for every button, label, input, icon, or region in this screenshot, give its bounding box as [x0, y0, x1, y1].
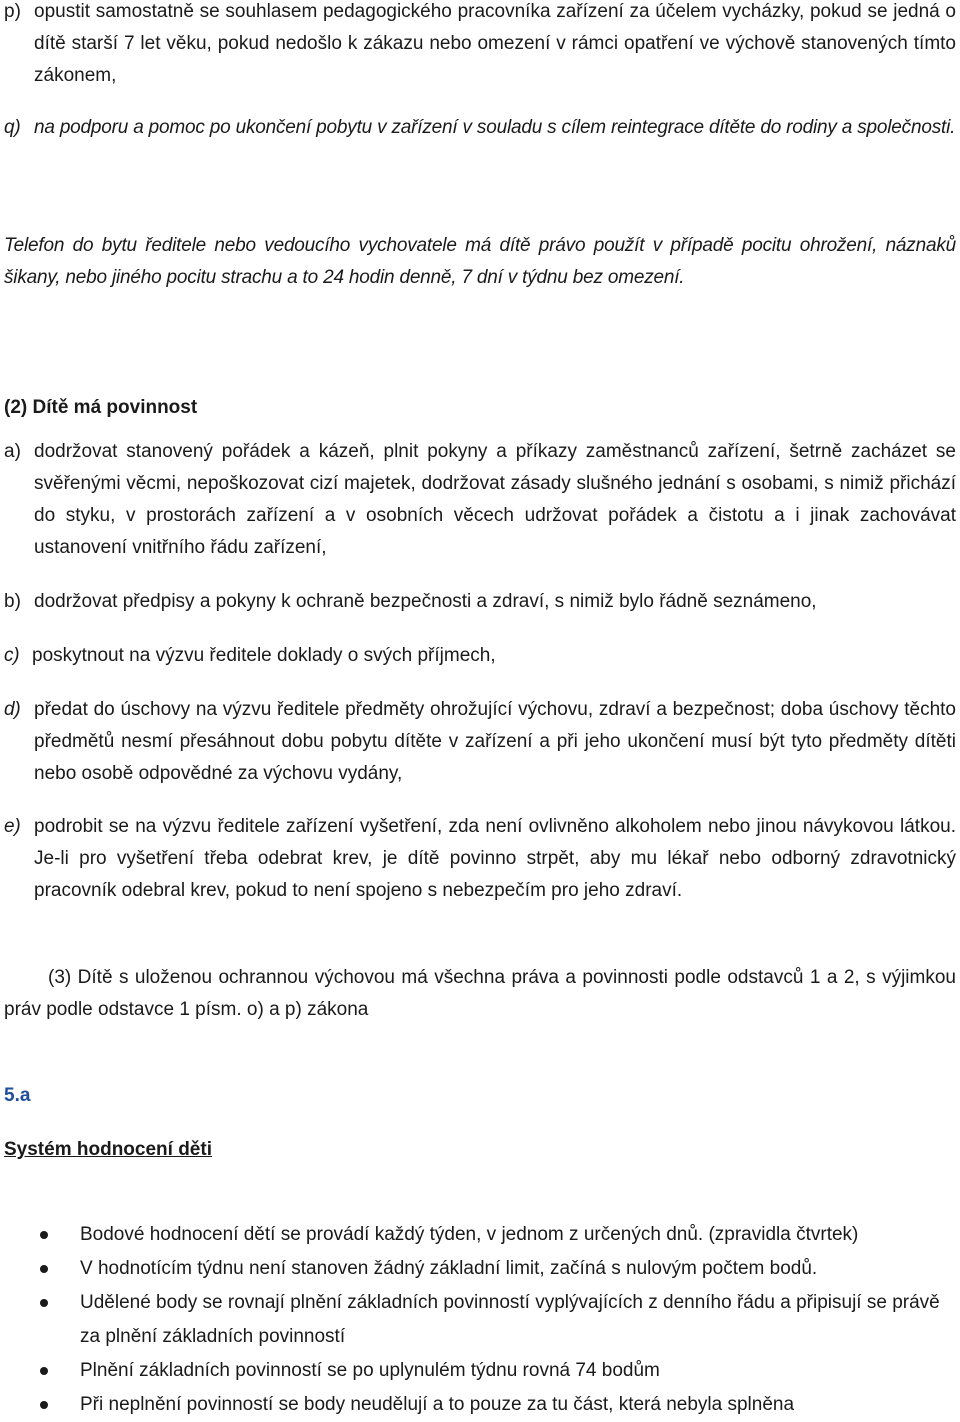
- list-text-p: opustit samostatně se souhlasem pedagogického pracovníka zařízení za účelem vycházky, pokud se jedná o dítě starší 7 let věku, pokud nedošlo k zákazu nebo omezení v rámci opatření ve výchově stanovených tímto zákonem,: [34, 1, 956, 86]
- paragraph-3: (3) Dítě s uloženou ochrannou výchovou má všechna práva a povinnosti podle odstavců 1 a 2, s výjimkou práv podle odstavce 1 písm. o) a p) zákona: [4, 967, 956, 1020]
- list-label-p: p): [4, 1, 21, 22]
- duty-label-d: d): [4, 699, 21, 720]
- duty-text-a: dodržovat stanovený pořádek a kázeň, plnit pokyny a příkazy zaměstnanců zařízení, šetrně zacházet se svěřenými věcmi, nepoškozovat cizí majetek, dodržovat zásady slušného jednání s osobami, s nimiž přichází do styku, v prostorách zařízení a v osobních věcech udržovat pořádek a čistotu a i jinak zachovávat ustanovení vnitřního řádu zařízení,: [34, 441, 956, 558]
- list-item: V hodnotícím týdnu není stanoven žádný základní limit, začíná s nulovým počtem bodů.: [36, 1252, 960, 1286]
- list-label-q: q): [4, 117, 21, 138]
- duty-text-e: podrobit se na výzvu ředitele zařízení vyšetření, zda není ovlivněno alkoholem nebo jinou návykovou látkou. Je-li pro vyšetření třeba odebrat krev, je dítě povinno strpět, aby mu lékař nebo odborný zdravotnický pracovník odebral krev, pokud to není spojeno s nebezpečím pro jeho zdraví.: [34, 816, 956, 901]
- duty-text-d: předat do úschovy na výzvu ředitele předměty ohrožující výchovu, zdraví a bezpečnost; doba úschovy těchto předmětů nesmí přesáhnout dobu pobytu dítěte v zařízení a při jeho ukončení musí být tyto předměty dítěti nebo osobě odpovědné za výchovu vydány,: [34, 699, 956, 784]
- duty-text-c: poskytnout na výzvu ředitele doklady o svých příjmech,: [32, 645, 496, 666]
- bullet-icon: [40, 1231, 48, 1239]
- list-item: Při neplnění povinností se body neudělují a to pouze za tu část, která nebyla splněna: [36, 1388, 960, 1422]
- phone-note: Telefon do bytu ředitele nebo vedoucího vychovatele má dítě právo použít v případě pocitu ohrožení, náznaků šikany, nebo jiného pocitu strachu a to 24 hodin denně, 7 dní v týdnu bez omezení.: [4, 235, 956, 288]
- list-text-q: na podporu a pomoc po ukončení pobytu v zařízení v souladu s cílem reintegrace dítěte do rodiny a společnosti.: [34, 117, 956, 138]
- list-item: Bodové hodnocení dětí se provádí každý týden, v jednom z určených dnů. (zpravidla čtvrtek): [36, 1218, 960, 1252]
- rating-bullet-list: [36, 1218, 960, 1422]
- duty-text-b: dodržovat předpisy a pokyny k ochraně bezpečnosti a zdraví, s nimiž bylo řádně seznámeno,: [34, 591, 817, 612]
- duties-heading: (2) Dítě má povinnost: [4, 397, 198, 418]
- bullet-icon: [40, 1401, 48, 1409]
- bullet-icon: [40, 1367, 48, 1375]
- duty-label-c: c): [4, 645, 20, 666]
- section-title: Systém hodnocení děti: [4, 1139, 212, 1160]
- duty-label-b: b): [4, 591, 21, 612]
- bullet-icon: [40, 1299, 48, 1307]
- bullet-icon: [40, 1265, 48, 1273]
- section-number: 5.a: [4, 1085, 31, 1106]
- duty-label-a: a): [4, 441, 21, 462]
- duty-label-e: e): [4, 816, 21, 837]
- list-item: Plnění základních povinností se po uplynulém týdnu rovná 74 bodům: [36, 1354, 960, 1388]
- list-item: Udělené body se rovnají plnění základních povinností vyplývajících z denního řádu a připisují se právě za plnění základních povinností: [36, 1286, 960, 1354]
